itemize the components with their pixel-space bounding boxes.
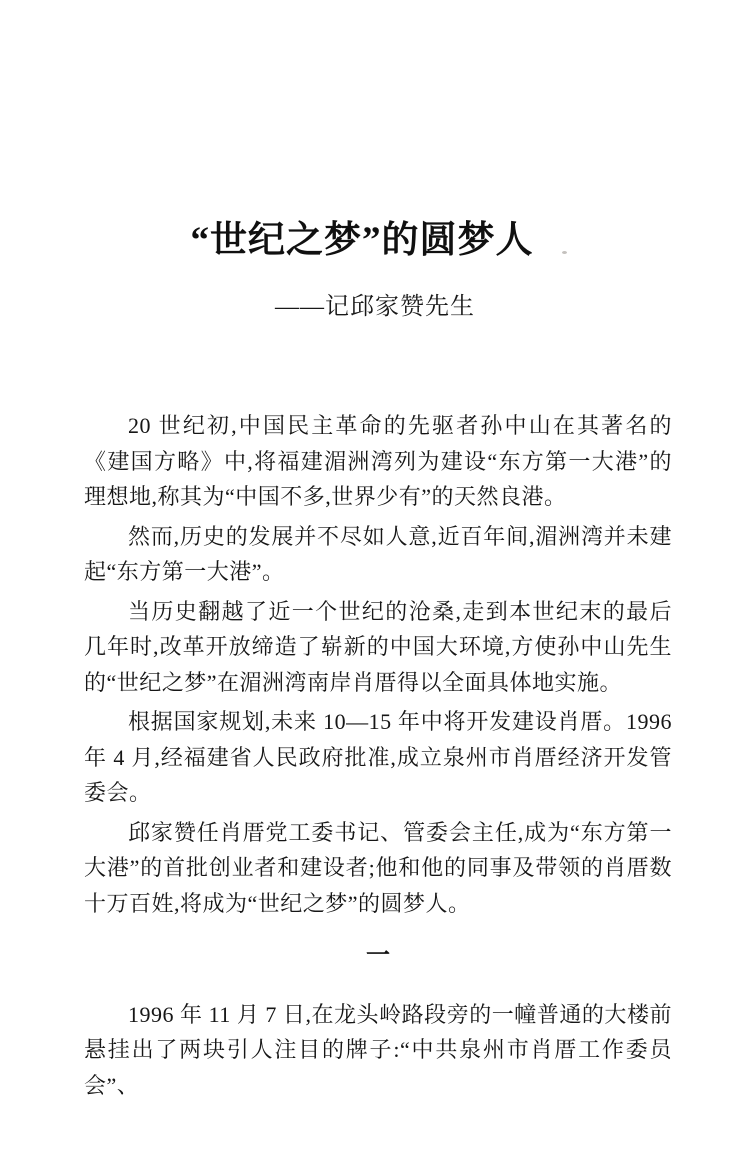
scan-speck [562, 251, 567, 254]
article-title: “世纪之梦”的圆梦人 [190, 220, 534, 261]
paragraph-5: 邱家赞任肖厝党工委书记、管委会主任,成为“东方第一大港”的首批创业者和建设者;他和他的同事及带领的肖厝数十万百姓,将成为“世纪之梦”的圆梦人。 [84, 819, 672, 916]
article-subtitle: ——记邱家赞先生 [275, 294, 475, 320]
paragraph-6: 1996 年 11 月 7 日,在龙头岭路段旁的一幢普通的大楼前悬挂出了两块引人注目的牌子:“中共泉州市肖厝工作委员会”、 [84, 1001, 672, 1098]
paragraph-2: 然而,历史的发展并不尽如人意,近百年间,湄洲湾并未建起“东方第一大港”。 [84, 523, 672, 584]
paragraph-4: 根据国家规划,未来 10—15 年中将开发建设肖厝。1996 年 4 月,经福建省人民政府批准,成立泉州市肖厝经济开发管委会。 [84, 709, 672, 805]
article-body [84, 408, 672, 1107]
paragraph-1: 20 世纪初,中国民主革命的先驱者孙中山在其著名的《建国方略》中,将福建湄洲湾列为建设“东方第一大港”的理想地,称其为“中国不多,世界少有”的天然良港。 [84, 413, 672, 509]
section-marker: 一 [366, 943, 390, 969]
paragraph-3: 当历史翻越了近一个世纪的沧桑,走到本世纪末的最后几年时,改革开放缔造了崭新的中国大环境,方使孙中山先生的“世纪之梦”在湄洲湾南岸肖厝得以全面具体地实施。 [84, 598, 672, 695]
